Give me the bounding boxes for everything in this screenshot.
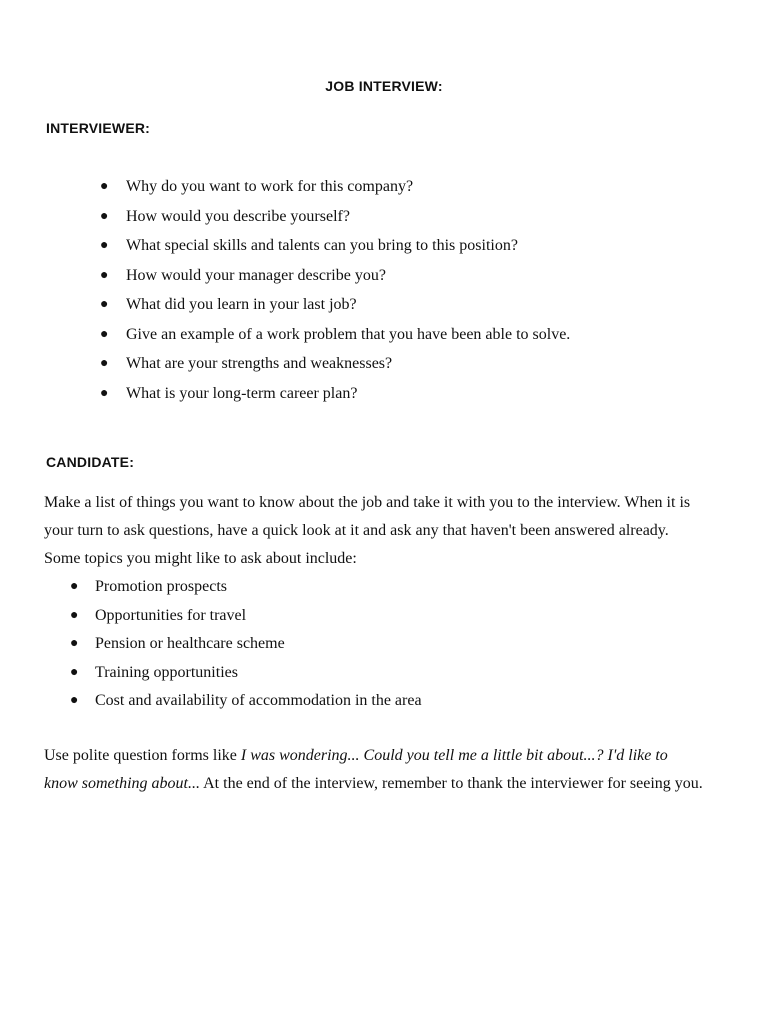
- candidate-intro-paragraph: Make a list of things you want to know about the job and take it with you to the interview. When it is your turn to ask questions, have a quick look at it and ask any that haven't been answered already. Some topics you might like to ask about include:: [44, 494, 691, 567]
- candidate-heading: CANDIDATE:: [46, 454, 135, 470]
- bullet-icon: ●: [100, 385, 109, 401]
- interviewer-heading: INTERVIEWER:: [46, 120, 151, 136]
- list-item: [100, 175, 570, 205]
- bullet-icon: ●: [100, 267, 109, 283]
- question-text: How would your manager describe you?: [126, 266, 386, 284]
- bullet-icon: ●: [100, 326, 109, 342]
- list-item: [100, 352, 570, 382]
- bullet-icon: ●: [100, 356, 109, 371]
- bullet-icon: ●: [70, 693, 79, 708]
- closing-rest-text: At the end of the interview, remember to thank the interviewer for seeing you.: [200, 775, 703, 792]
- list-item: [100, 234, 570, 264]
- list-item: [70, 574, 422, 603]
- topic-text: Opportunities for travel: [95, 606, 247, 624]
- question-text: What are your strengths and weaknesses?: [126, 355, 393, 372]
- interview-questions-list: [100, 175, 570, 411]
- list-item: [70, 688, 422, 717]
- question-text: What is your long-term career plan?: [126, 384, 358, 402]
- candidate-topics-list: [70, 574, 422, 717]
- question-text: How would you describe yourself?: [126, 207, 350, 225]
- bullet-icon: ●: [100, 297, 109, 312]
- list-item: [100, 382, 570, 412]
- question-text: What did you learn in your last job?: [126, 296, 357, 313]
- polite-forms-examples: I was wondering... Could you tell me a little bit about...? I'd like to know something about...: [44, 747, 668, 792]
- topic-text: Cost and availability of accommodation in the area: [95, 692, 422, 709]
- list-item: [100, 323, 570, 353]
- topic-text: Training opportunities: [95, 663, 238, 681]
- list-item: [70, 603, 422, 632]
- bullet-icon: ●: [70, 636, 79, 651]
- document-title: JOB INTERVIEW:: [325, 78, 443, 94]
- bullet-icon: ●: [100, 179, 109, 194]
- bullet-icon: ●: [70, 607, 79, 623]
- closing-paragraph: [44, 742, 704, 798]
- topic-text: Promotion prospects: [95, 578, 227, 595]
- question-text: Why do you want to work for this company?: [126, 178, 414, 195]
- list-item: [70, 660, 422, 689]
- bullet-icon: ●: [70, 579, 79, 594]
- list-item: [100, 293, 570, 323]
- bullet-icon: ●: [70, 664, 79, 680]
- topic-text: Pension or healthcare scheme: [95, 635, 285, 652]
- list-item: [100, 205, 570, 235]
- question-text: What special skills and talents can you bring to this position?: [126, 237, 518, 254]
- bullet-icon: ●: [100, 238, 109, 253]
- question-text: Give an example of a work problem that you have been able to solve.: [126, 325, 571, 343]
- list-item: [100, 264, 570, 294]
- list-item: [70, 631, 422, 660]
- closing-lead-text: Use polite question forms like: [44, 747, 241, 764]
- bullet-icon: ●: [100, 208, 109, 224]
